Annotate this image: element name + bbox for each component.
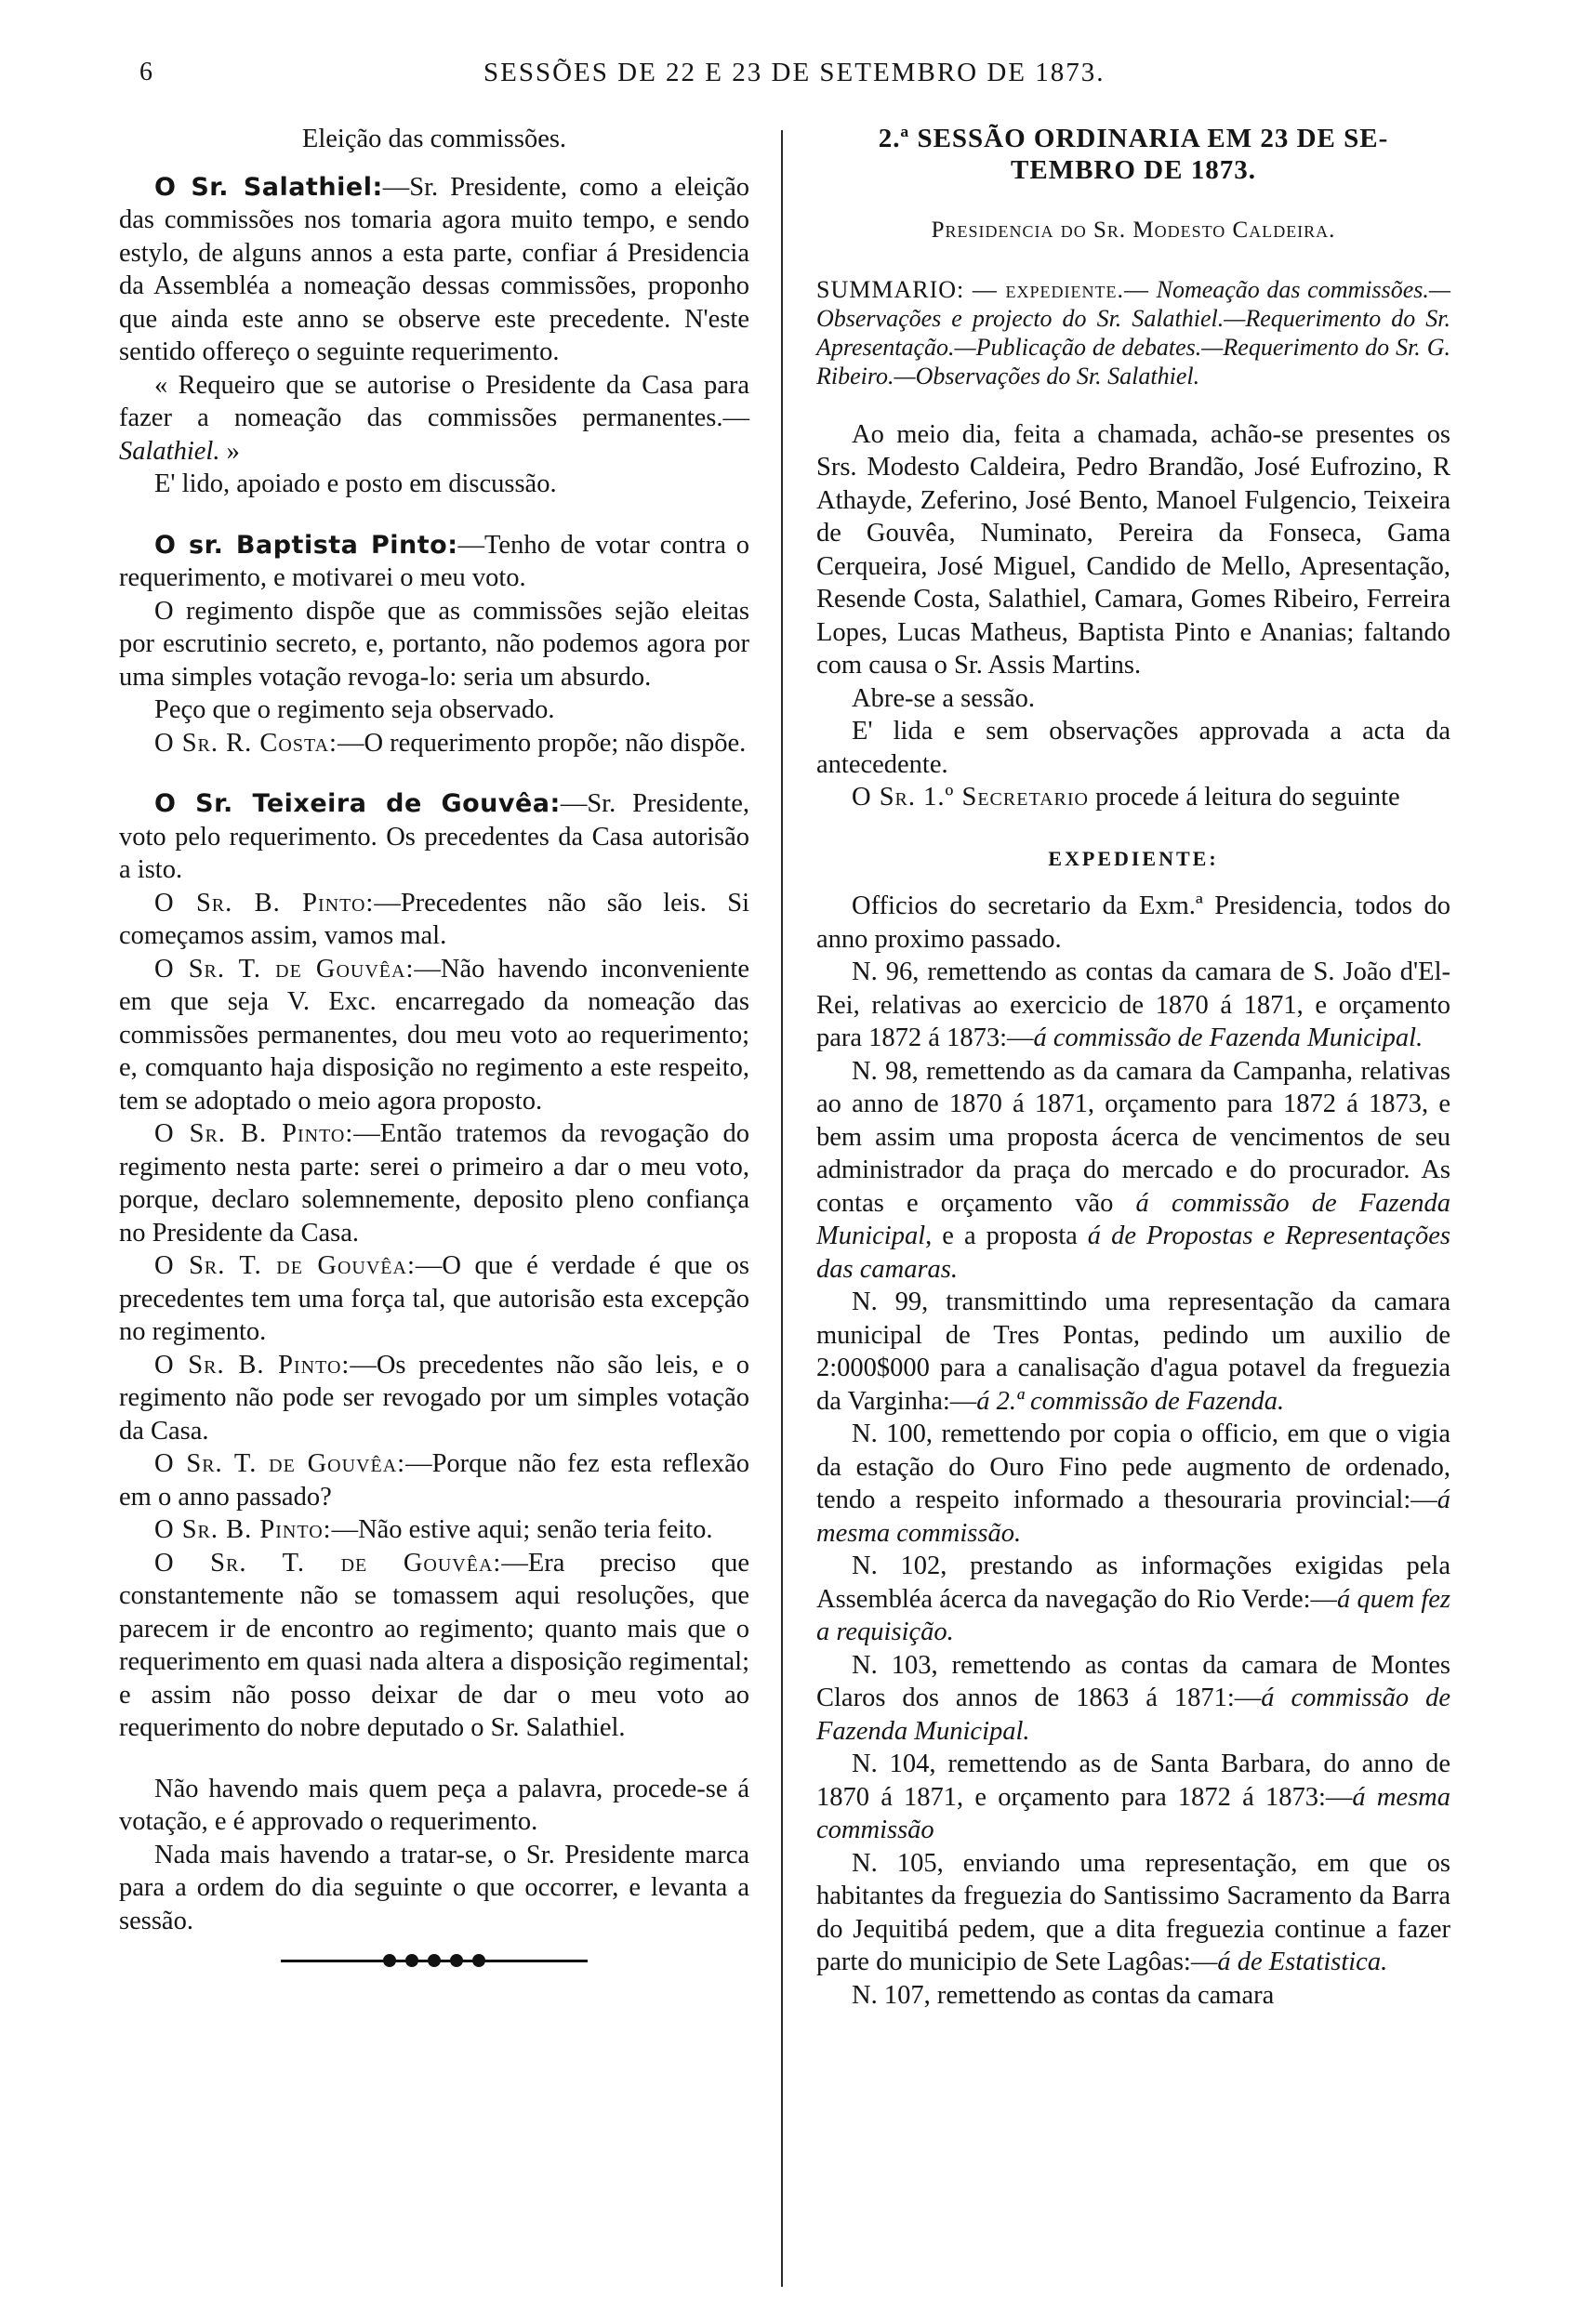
- speaker-name: O sr. Baptista Pinto:: [154, 530, 458, 560]
- speech-text: —Sr. Presidente, como a eleição das commissões nos tomaria agora muito tempo, e sendo estylo, de alguns annos a esta parte, confiar á Presidencia da Assembléa a nomeação dessas commissões, proponho que ainda este anno se observe este precedente. N'este sentido offereço o seguinte requerimento.: [119, 172, 750, 366]
- item-text: N. 98, remettendo as da camara da Campanha, relativas ao anno de 1870 á 1871, orçamento para 1872 á 1873, e bem assim uma proposta ácerca de vencimentos de seu administrador da praça do mercado e do procurador. As contas e orçamento vão: [816, 1056, 1450, 1218]
- procedure-paragraph: Não havendo mais quem peça a palavra, procede-se á votação, e é approvado o requerimento.: [119, 1774, 749, 1836]
- aside-text: —O que é verdade é que os precedentes tem uma força tal, que autorisão esta excepção no regimento.: [119, 1251, 749, 1346]
- procedure-paragraph: Nada mais havendo a tratar-se, o Sr. Presidente marca para a ordem do dia seguinte o que occorrer, e levanta a sessão.: [119, 1840, 749, 1935]
- item-referral: á commissão de Fazenda Municipal.: [1033, 1023, 1423, 1052]
- item-referral: á mesma commissão.: [816, 1486, 1450, 1548]
- section-heading: Eleição das commissões.: [301, 125, 567, 153]
- item-text: , e a proposta: [925, 1221, 1088, 1250]
- end-ornament: [281, 1954, 588, 1967]
- item-referral: á de Estatistica.: [1217, 1948, 1388, 1976]
- procedure-paragraph: Abre-se a sessão.: [852, 683, 1036, 713]
- speaker-name: O Sr. T. de Gouvêa:: [154, 954, 415, 984]
- expediente-heading: EXPEDIENTE:: [1048, 846, 1219, 870]
- aside-text: —Porque não fez esta reflexão em o anno passado?: [119, 1449, 750, 1512]
- roll-call-paragraph: Ao meio dia, feita a chamada, achão-se presentes os Srs. Modesto Caldeira, Pedro Brandão, José Eufrozino, R Athayde, Zeferino, José Bento, Manoel Fulgencio, Teixeira de Gouvêa, Numinato, Pereira da Fonseca, Gama Cerqueira, José Miguel, Candido de Mello, Apresentação, Resende Costa, Salathiel, Camara, Gomes Ribeiro, Ferreira Lopes, Lucas Matheus, Baptista Pinto e Ananias; faltando com causa o Sr. Assis Martins.: [816, 419, 1450, 680]
- item-text: N. 96, remettendo as contas da camara de S. João d'El-Rei, relativas ao exercicio de 1870 á 1871, e orçamento para 1872 á 1873:—: [816, 957, 1450, 1052]
- speech-paragraph: Peço que o regimento seja observado.: [154, 695, 555, 724]
- item-referral: á 2.ª commissão de Fazenda.: [976, 1386, 1285, 1416]
- item-text: N. 103, remettendo as contas da camara de Montes Claros dos annos de 1863 á 1871:—: [816, 1650, 1450, 1712]
- presidency-line: Presidencia do Sr. Modesto Caldeira.: [931, 218, 1336, 243]
- right-column: [816, 123, 1450, 2012]
- left-column: [119, 123, 749, 1967]
- aside-paragraph: [119, 1447, 749, 1513]
- item-referral: á de Propostas e Representações das camaras.: [816, 1221, 1450, 1284]
- speech-paragraph: [119, 787, 749, 887]
- speech-paragraph: [119, 529, 749, 595]
- aside-paragraph: [119, 1349, 749, 1448]
- speaker-name: O Sr. T. de Gouvêa:: [154, 1548, 502, 1578]
- item-text: N. 100, remettendo por copia o officio, em que o vigia da estação do Ouro Fino pede augmento de ordenado, tendo a respeito informado a thesouraria provincial:—: [816, 1419, 1450, 1514]
- column-rule: [781, 130, 783, 2287]
- session-title-line-1: 2.ª SESSÃO ORDINARIA EM 23 DE SE-: [878, 124, 1389, 153]
- item-referral: á mesma commissão: [816, 1782, 1451, 1844]
- speaker-name: O Sr. T. de Gouvêa:: [154, 1449, 406, 1478]
- item-text: N. 105, enviando uma representação, em que os habitantes da freguezia do Santissimo Sacramento da Barra do Jequitibá pedem, que a dita freguezia continue a fazer parte do municipio de Sete Lagôas:—: [816, 1848, 1450, 1976]
- aside-text: —Não estive aqui; senão teria feito.: [331, 1515, 713, 1544]
- summary-label: SUMMARIO: — expediente.—: [816, 275, 1149, 303]
- speech-text: —Tenho de votar contra o requerimento, e motivarei o meu voto.: [119, 530, 749, 592]
- expediente-item: [816, 1286, 1450, 1418]
- aside-text: —Então tratemos da revogação do regimento nesta parte: serei o primeiro a dar o meu voto, porque, declaro solemnemente, deposito pleno confiança no Presidente da Casa.: [119, 1119, 750, 1248]
- speaker-name: O Sr. T. de Gouvêa:: [154, 1251, 416, 1280]
- expediente-item: [816, 1748, 1450, 1847]
- procedure-paragraph: E' lido, apoiado e posto em discussão.: [154, 469, 557, 498]
- aside-text: —Era preciso que constantemente não se tomassem aqui resoluções, que parecem ir de encontro ao regimento; quanto mais que o requerimento em quasi nada altera a disposição regimental; e assim não posso deixar de dar o meu voto ao requerimento do nobre deputado o Sr. Salathiel.: [119, 1548, 750, 1742]
- motion-close: »: [219, 436, 240, 466]
- speech-paragraph: O regimento dispõe que as commissões sejão eleitas por escrutinio secreto, e, portanto, não podemos agora por uma simples votação revoga-lo: seria um absurdo.: [119, 596, 749, 692]
- motion-text: « Requeiro que se autorise o Presidente da Casa para fazer a nomeação das commissões permanentes.—: [119, 370, 749, 432]
- item-text: N. 99, transmittindo uma representação da camara municipal de Tres Pontas, pedindo um auxilio de 2:000$000 para a canalisação d'agua potavel da freguezia da Varginha:—: [816, 1287, 1450, 1416]
- expediente-item: N. 107, remettendo as contas da camara: [852, 1980, 1275, 2010]
- aside-paragraph: [119, 1117, 749, 1249]
- item-referral: á quem fez a requisição.: [816, 1584, 1450, 1646]
- speaker-name: O Sr. Salathiel:: [154, 172, 383, 202]
- aside-text: —Precedentes não são leis. Si começamos assim, vamos mal.: [119, 888, 749, 950]
- procedure-paragraph: E' lida e sem observações approvada a acta da antecedente.: [816, 717, 1450, 779]
- aside-paragraph: [119, 1547, 749, 1745]
- aside-paragraph: [119, 887, 749, 953]
- aside-text: —O requerimento propõe; não dispõe.: [337, 728, 747, 758]
- motion-paragraph: [119, 369, 749, 469]
- item-text: N. 102, prestando as informações exigidas pela Assembléa ácerca da navegação do Rio Verde:—: [816, 1552, 1450, 1614]
- aside-paragraph: [119, 727, 749, 760]
- procedure-text: procede á leitura do seguinte: [1088, 783, 1400, 812]
- session-title: [816, 123, 1450, 186]
- aside-paragraph: [119, 1513, 749, 1547]
- motion-signature: Salathiel.: [119, 436, 220, 466]
- aside-paragraph: [119, 953, 749, 1118]
- expediente-item: [816, 956, 1450, 1055]
- expediente-item: [816, 1847, 1450, 1979]
- speaker-name: O Sr. B. Pinto:: [154, 1350, 351, 1380]
- session-title-line-2: TEMBRO DE 1873.: [1011, 155, 1256, 185]
- summary-paragraph: [816, 275, 1450, 390]
- expediente-paragraph: Officios do secretario da Exm.ª Presidencia, todos do anno proximo passado.: [816, 891, 1450, 954]
- page-header: [139, 58, 1441, 95]
- speaker-name: O Sr. 1.º Secretario: [852, 783, 1089, 812]
- expediente-item: [816, 1418, 1450, 1550]
- aside-text: —Não havendo inconveniente em que seja V. Exc. encarregado da nomeação das commissões permanentes, dou meu voto ao requerimento; e, comquanto haja disposição no regimento a este respeito, tem se adoptado o meio agora proposto.: [119, 954, 749, 1116]
- expediente-item: [816, 1055, 1450, 1287]
- speech-paragraph: [119, 171, 749, 369]
- speaker-name: O Sr. B. Pinto:: [154, 1119, 354, 1148]
- item-referral: á commissão de Fazenda Municipal.: [816, 1684, 1450, 1746]
- page-number: 6: [139, 58, 152, 86]
- running-title: SESSÕES DE 22 E 23 DE SETEMBRO DE 1873.: [483, 58, 1106, 87]
- aside-text: —Os precedentes não são leis, e o regimento não pode ser revogado por um simples votação da Casa.: [119, 1350, 749, 1446]
- expediente-item: [816, 1550, 1450, 1649]
- speaker-name: O Sr. Teixeira de Gouvêa:: [154, 789, 561, 818]
- procedure-paragraph: [816, 781, 1450, 814]
- summary-text: Nomeação das commissões.—Observações e projecto do Sr. Salathiel.—Requerimento do Sr. Apresentação.—Publicação de debates.—Requerimento do Sr. G. Ribeiro.—Observações do Sr. Salathiel.: [816, 275, 1450, 390]
- item-referral: á commissão de Fazenda Municipal: [816, 1188, 1450, 1250]
- speaker-name: O Sr. B. Pinto:: [154, 888, 375, 918]
- expediente-item: [816, 1649, 1450, 1749]
- aside-paragraph: [119, 1249, 749, 1349]
- speaker-name: O Sr. R. Costa:: [154, 728, 338, 758]
- speech-text: —Sr. Presidente, voto pelo requerimento. Os precedentes da Casa autorisão a isto.: [119, 789, 749, 884]
- item-text: N. 104, remettendo as de Santa Barbara, do anno de 1870 á 1871, e orçamento para 1872 á 1873:—: [816, 1750, 1450, 1812]
- speaker-name: O Sr. B. Pinto:: [154, 1515, 332, 1544]
